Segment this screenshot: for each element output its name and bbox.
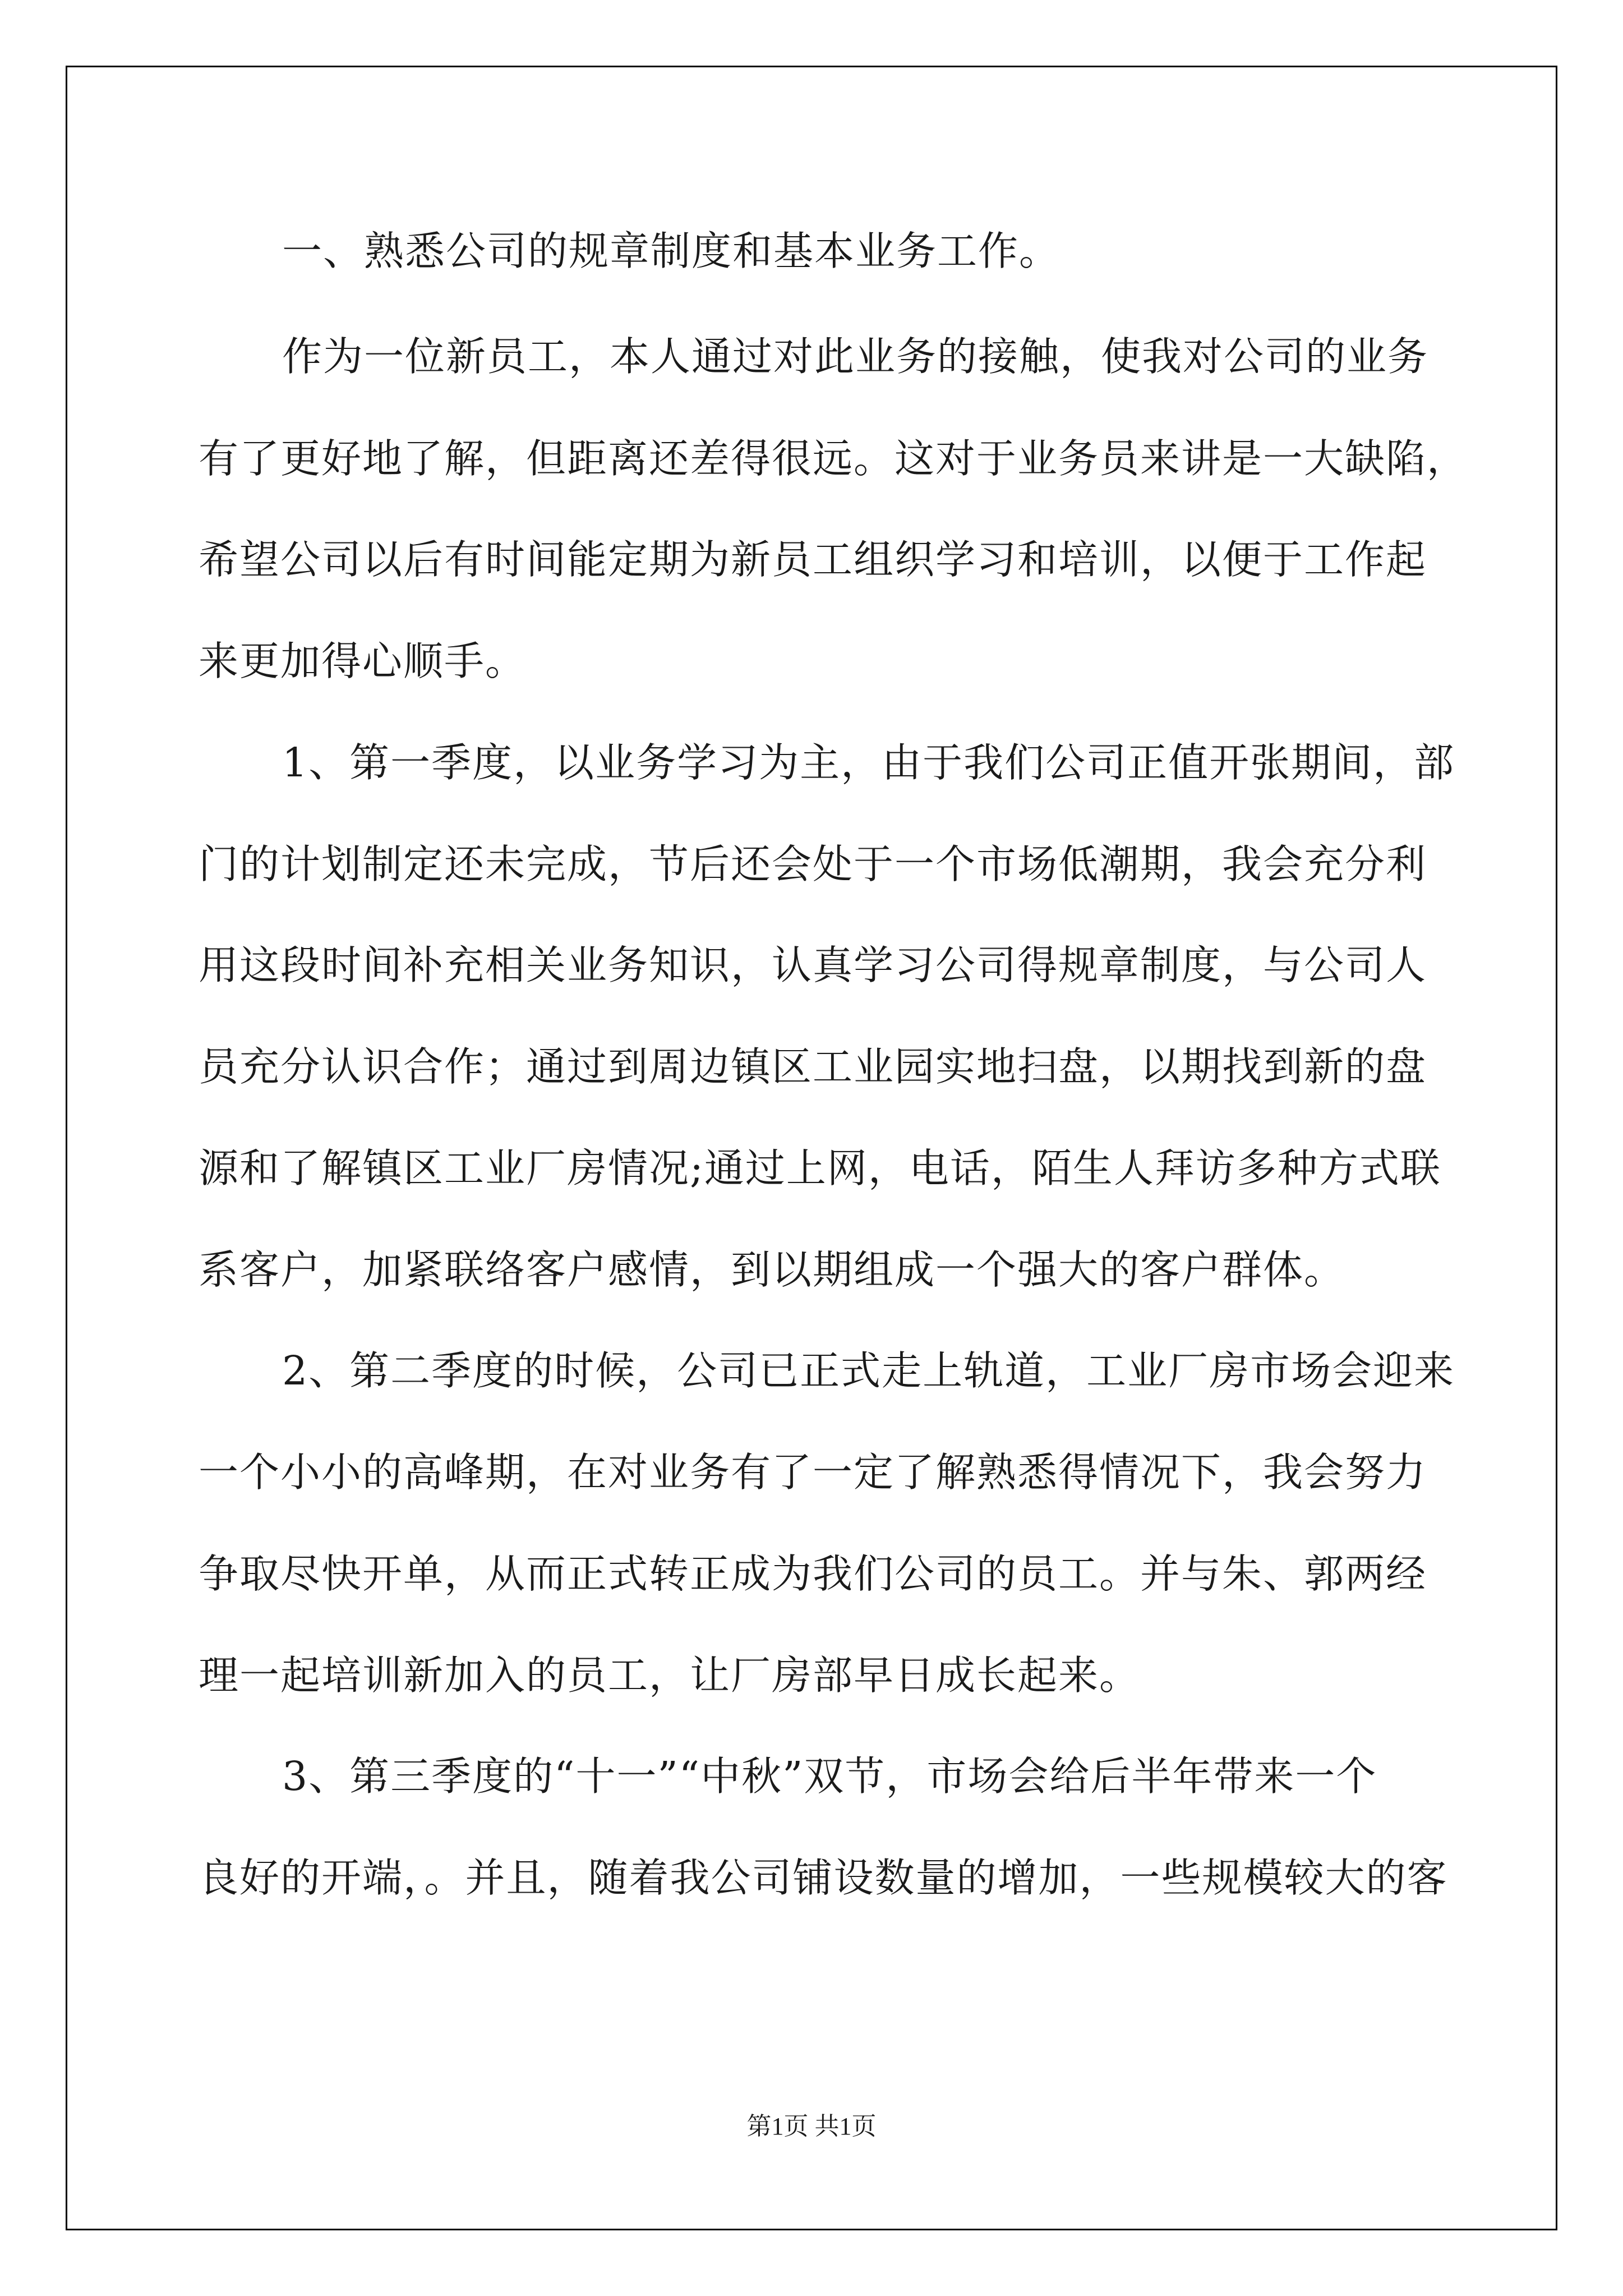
paragraph-3-line-4: 员充分认识合作；通过到周边镇区工业园实地扫盘，以期找到新的盘 [199,1043,1427,1090]
paragraph-2-line-1: 作为一位新员工，本人通过对此业务的接触，使我对公司的业务 [282,333,1429,380]
paragraph-3-line-3: 用这段时间补充相关业务知识，认真学习公司得规章制度，与公司人 [199,942,1427,988]
paragraph-4-line-2: 一个小小的高峰期，在对业务有了一定了解熟悉得情况下，我会努力 [199,1449,1427,1496]
paragraph-4-line-3: 争取尽快开单，从而正式转正成为我们公司的员工。并与朱、郭两经 [199,1550,1427,1597]
paragraph-2-line-2: 有了更好地了解，但距离还差得很远。这对于业务员来讲是一大缺陷， [199,435,1468,482]
paragraph-3-line-2: 门的计划制定还未完成，节后还会处于一个市场低潮期，我会充分利 [199,841,1427,887]
paragraph-2-line-3: 希望公司以后有时间能定期为新员工组织学习和培训，以便于工作起 [199,536,1427,583]
paragraph-3-line-5: 源和了解镇区工业厂房情况;通过上网，电话，陌生人拜访多种方式联 [199,1145,1441,1191]
paragraph-5-line-2: 良好的开端，。并且，随着我公司铺设数量的增加，一些规模较大的客 [199,1855,1448,1901]
paragraph-5-line-1: 3、第三季度的“十一”“中秋”双节，市场会给后半年带来一个 [282,1753,1377,1800]
page-number-footer: 第1页 共1页 [746,2113,877,2140]
paragraph-3-line-6: 系客户，加紧联络客户感情，到以期组成一个强大的客户群体。 [199,1246,1345,1293]
paragraph-3-line-1: 1、第一季度，以业务学习为主，由于我们公司正值开张期间，部 [282,739,1455,786]
paragraph-2-line-4: 来更加得心顺手。 [199,638,527,684]
paragraph-1-line-1: 一、熟悉公司的规章制度和基本业务工作。 [282,228,1061,274]
paragraph-4-line-4: 理一起培训新加入的员工，让厂房部早日成长起来。 [199,1652,1141,1699]
paragraph-4-line-1: 2、第二季度的时候，公司已正式走上轨道，工业厂房市场会迎来 [282,1347,1455,1394]
page-frame [66,66,1557,2230]
